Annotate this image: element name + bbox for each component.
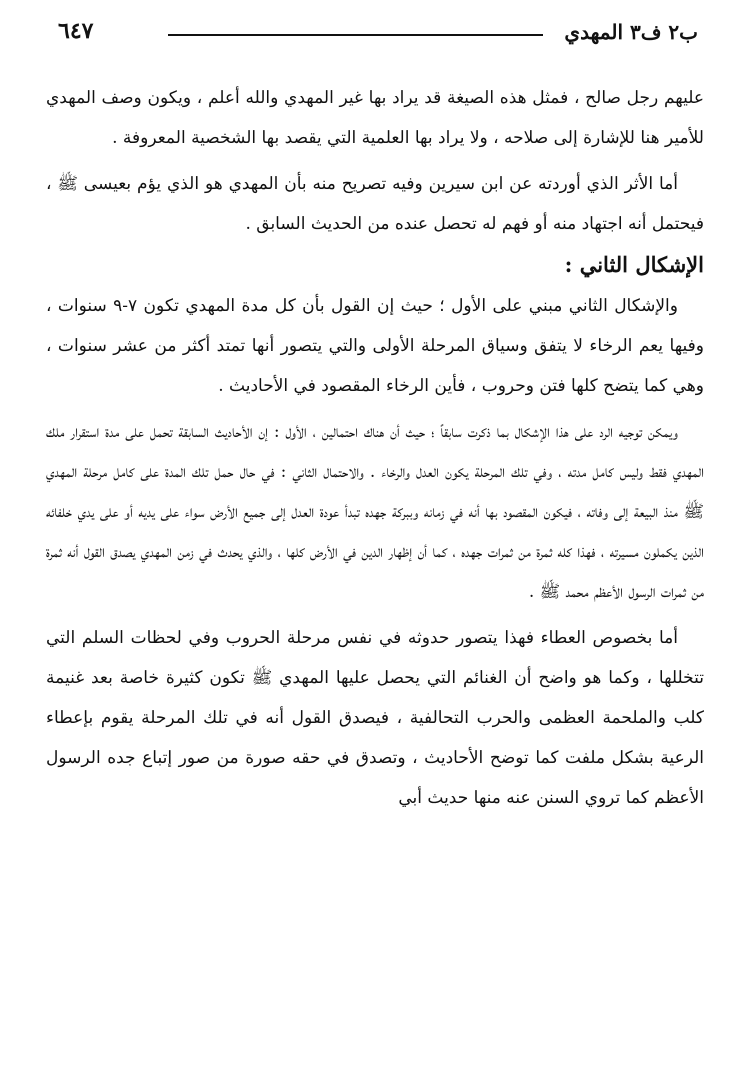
page-number: ٦٤٧ <box>58 18 94 44</box>
page-body <box>46 78 704 818</box>
paragraph-5: أما بخصوص العطاء فهذا يتصور حدوثه في نفس مرحلة الحروب وفي لحظات السلم التي تتخللها ، وكما هو واضح أن الغنائم التي يحصل عليها المهدي ﷺ تكون كثيرة خاصة بعد غنيمة كلب والملحمة العظمى والحرب التحالفية ، فيصدق القول أنه في تلك المرحلة يقوم بإعطاء الرعية بشكل ملفت كما توضح الأحاديث ، وتصدق في حقه صورة من صور إتباع جده الرسول الأعظم كما تروي السنن عنه منها حديث أبي <box>46 628 704 808</box>
paragraph-1: عليهم رجل صالح ، فمثل هذه الصيغة قد يراد بها غير المهدي والله أعلم ، ويكون وصف المهدي للأمير هنا للإشارة إلى صلاحه ، ولا يراد بها العلمية التي يقصد بها الشخصية المعروفة . <box>46 88 704 148</box>
section-title: الإشكال الثاني : <box>564 252 704 277</box>
paragraph-4: ويمكن توجيه الرد على هذا الإشكال بما ذكرت سابقاً ؛ حيث أن هناك احتمالين ، الأول : إن الأحاديث السابقة تحمل على مدة استقرار ملك المهدي فقط وليس كامل مدته ، وفي تلك المرحلة يكون العدل والرخاء . والاحتمال الثاني : في حال حمل تلك المدة على كامل مرحلة المهدي ﷺ منذ البيعة إلى وفاته ، فيكون المقصود بها أنه في زمانه وببركة جهده تبدأ عودة العدل إلى جميع الأرض سواء على يديه أو على يدي خلفائه الذين يكملون مسيرته ، فهذا كله ثمرة من ثمرات جهده ، كما أن إظهار الدين في الأرض كلها ، والذي يحدث في زمن المهدي يصدق القول أنه ثمرة من ثمرات الرسول الأعظم محمد ﷺ . <box>46 422 704 602</box>
paragraph-3: والإشكال الثاني مبني على الأول ؛ حيث إن القول بأن كل مدة المهدي تكون ٧-٩ سنوات ، وفيها يعم الرخاء لا يتفق وسياق المرحلة الأولى والتي يتصور أنها تمتد أكثر من عشر سنوات ، وهي كما يتضح كلها فتن وحروب ، فأين الرخاء المقصود في الأحاديث . <box>46 296 704 396</box>
paragraph-2: أما الأثر الذي أوردته عن ابن سيرين وفيه تصريح منه بأن المهدي هو الذي يؤم بعيسى ﷺ ، فيحتمل أنه اجتهاد منه أو فهم له تحصل عنده من الحديث السابق . <box>46 174 704 234</box>
header-rule <box>168 34 543 36</box>
page-header <box>58 14 698 54</box>
running-head: ب٢ ف٣ المهدي <box>564 20 698 44</box>
